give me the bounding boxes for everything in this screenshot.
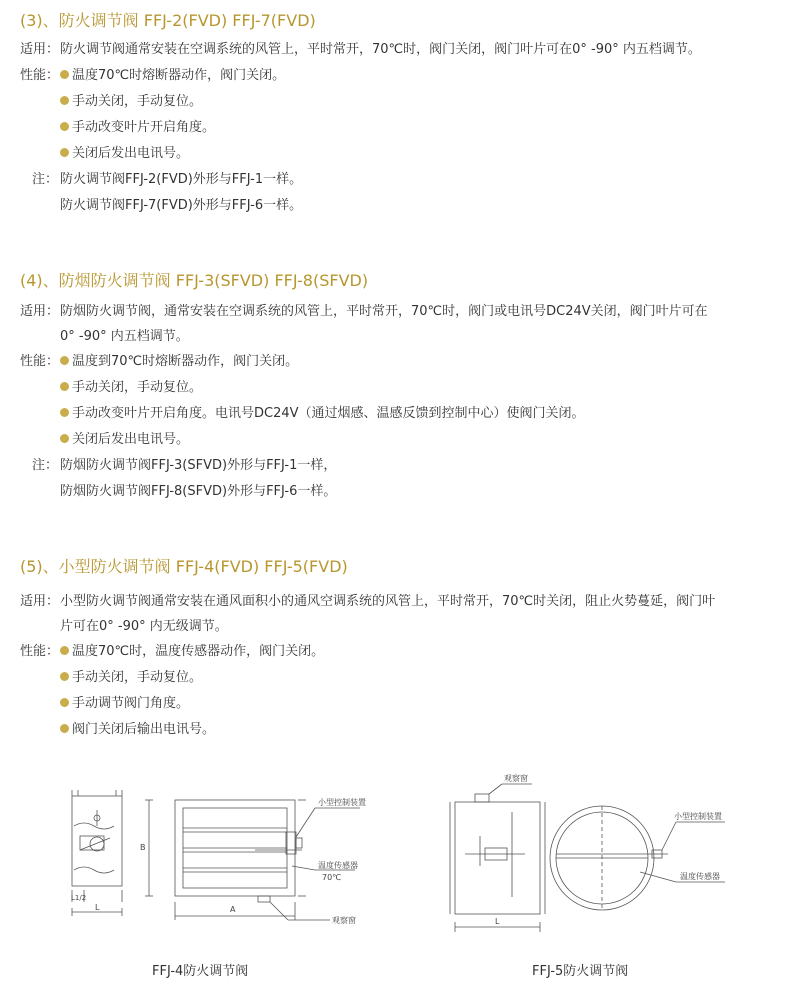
- bullet-icon: [60, 356, 69, 365]
- label-dim-l: L: [495, 917, 500, 926]
- note-label: 注：: [32, 458, 59, 473]
- label-small-control: 小型控制装置: [318, 798, 366, 807]
- ffj4-drawing: [60, 780, 390, 930]
- label-window: 观察窗: [332, 916, 356, 925]
- note-text: 防烟防火调节阀FFJ-3(SFVD)外形与FFJ-1一样，: [60, 458, 337, 473]
- note-text: 防火调节阀FFJ-2(FVD)外形与FFJ-1一样。: [60, 172, 303, 187]
- usage-text: 小型防火调节阀通常安装在通风面积小的通风空调系统的风管上，平时常开，70℃时关闭，阻止火势蔓延，阀门叶: [60, 594, 716, 609]
- bullet-icon: [60, 96, 69, 105]
- note-text: 防烟防火调节阀FFJ-8(SFVD)外形与FFJ-6一样。: [60, 484, 337, 499]
- label-temp-sensor: 温度传感器: [680, 872, 720, 881]
- bullet-icon: [60, 434, 69, 443]
- label-temp-value: 70℃: [322, 873, 342, 882]
- label-dim-l2: L1/2: [71, 894, 87, 902]
- label-dim-a: A: [230, 905, 236, 914]
- section-title: (4)、防烟防火调节阀 FFJ-3(SFVD) FFJ-8(SFVD): [20, 271, 369, 290]
- label-dim-l: L: [95, 903, 100, 912]
- ffj5-drawing: [440, 772, 760, 942]
- perf-label: 性能：: [20, 354, 60, 369]
- usage-text: 片可在0° -90° 内无级调节。: [60, 619, 228, 634]
- perf-item: 手动调节阀门角度。: [60, 692, 189, 716]
- bullet-icon: [60, 698, 69, 707]
- section-title: (3)、防火调节阀 FFJ-2(FVD) FFJ-7(FVD): [20, 11, 316, 30]
- bullet-icon: [60, 646, 69, 655]
- perf-item: 手动改变叶片开启角度。电讯号DC24V（通过烟感、温感反馈到控制中心）使阀门关闭。: [60, 402, 585, 426]
- caption-ffj4: FFJ-4防火调节阀: [152, 964, 249, 979]
- label-window: 观察窗: [504, 774, 528, 783]
- bullet-icon: [60, 408, 69, 417]
- perf-item: 手动关闭，手动复位。: [60, 666, 202, 690]
- perf-item: 温度70℃时，温度传感器动作，阀门关闭。: [60, 640, 324, 664]
- usage-label: 适用：: [20, 594, 60, 609]
- label-small-control: 小型控制装置: [674, 812, 722, 821]
- side-view-body: [455, 802, 540, 914]
- perf-label: 性能：: [20, 644, 60, 659]
- usage-label: 适用：: [20, 42, 60, 57]
- usage-text: 防火调节阀通常安装在空调系统的风管上，平时常开，70℃时，阀门关闭，阀门叶片可在0° -90° 内五档调节。: [60, 42, 701, 57]
- usage-label: 适用：: [20, 304, 60, 319]
- perf-item: 温度到70℃时熔断器动作，阀门关闭。: [60, 350, 298, 374]
- perf-item: 手动关闭，手动复位。: [60, 376, 202, 400]
- usage-text: 防烟防火调节阀，通常安装在空调系统的风管上，平时常开，70℃时，阀门或电讯号DC24V关闭，阀门叶片可在: [60, 304, 708, 319]
- bullet-icon: [60, 148, 69, 157]
- note-label: 注：: [32, 172, 59, 187]
- usage-text: 0° -90° 内五档调节。: [60, 329, 189, 344]
- perf-item: 手动改变叶片开启角度。: [60, 116, 215, 140]
- label-temp-sensor: 温度传感器: [318, 861, 358, 870]
- note-text: 防火调节阀FFJ-7(FVD)外形与FFJ-6一样。: [60, 198, 303, 213]
- side-view-body: [72, 796, 122, 886]
- bullet-icon: [60, 724, 69, 733]
- perf-item: 手动关闭，手动复位。: [60, 90, 202, 114]
- bullet-icon: [60, 382, 69, 391]
- label-dim-b: B: [140, 843, 146, 852]
- bullet-icon: [60, 70, 69, 79]
- bullet-icon: [60, 672, 69, 681]
- perf-item: 关闭后发出电讯号。: [60, 428, 189, 452]
- bullet-icon: [60, 122, 69, 131]
- perf-item: 关闭后发出电讯号。: [60, 142, 189, 166]
- section-title: (5)、小型防火调节阀 FFJ-4(FVD) FFJ-5(FVD): [20, 557, 348, 576]
- caption-ffj5: FFJ-5防火调节阀: [532, 964, 629, 979]
- perf-item: 温度70℃时熔断器动作，阀门关闭。: [60, 64, 285, 88]
- perf-item: 阀门关闭后输出电讯号。: [60, 718, 215, 742]
- perf-label: 性能：: [20, 68, 60, 83]
